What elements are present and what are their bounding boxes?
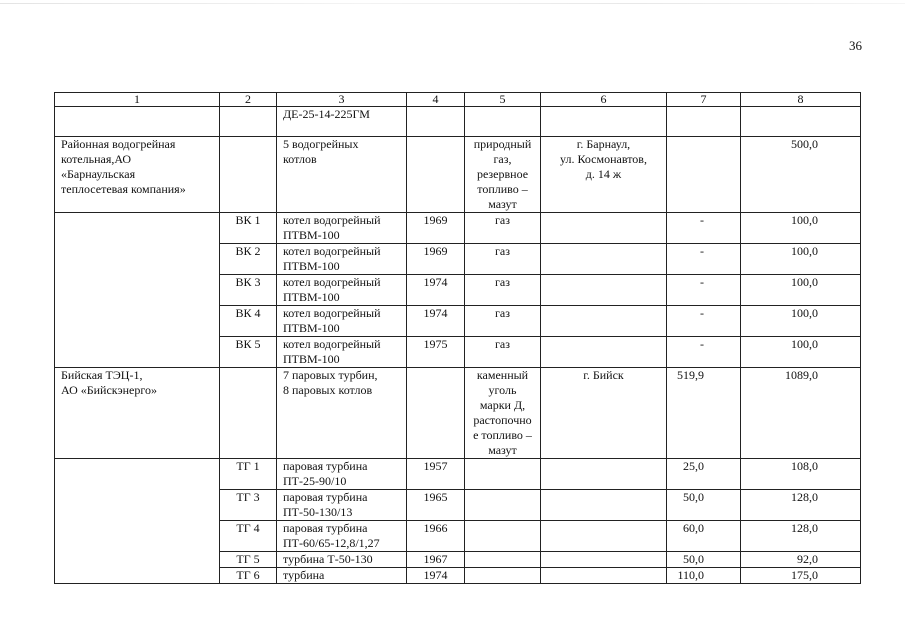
column-header-8: 8: [741, 93, 861, 107]
cell-line: 5 водогрейных: [283, 137, 359, 151]
cell-station-number: ВК 2: [220, 244, 277, 275]
cell-electric-capacity: 25,0: [667, 459, 741, 490]
cell-line: котел водогрейный: [283, 306, 381, 320]
cell-year: 1974: [407, 568, 465, 584]
cell-line: теплосетевая компания»: [61, 182, 186, 196]
cell-thermal-capacity: 92,0: [741, 552, 861, 568]
cell-location: [541, 552, 667, 568]
cell-station-number: ВК 1: [220, 213, 277, 244]
cell-line: газ: [495, 337, 510, 351]
cell-equipment: [277, 213, 407, 244]
cell-location: [541, 244, 667, 275]
cell-electric-capacity: 519,9: [667, 368, 741, 459]
cell-fuel: [465, 552, 541, 568]
cell-line: ул. Космонавтов,: [560, 152, 647, 166]
cell-line: газ: [495, 244, 510, 258]
cell-fuel: [465, 490, 541, 521]
cell-line: газ: [495, 275, 510, 289]
column-header-3: 3: [277, 93, 407, 107]
cell-station-number: ВК 5: [220, 337, 277, 368]
table-row: [55, 107, 861, 137]
column-header-7: 7: [667, 93, 741, 107]
cell-fuel: [465, 568, 541, 584]
cell-year: 1975: [407, 337, 465, 368]
table-row: [55, 368, 861, 459]
cell-year: 1967: [407, 552, 465, 568]
cell-electric-capacity: [667, 137, 741, 213]
cell-electric-capacity: 50,0: [667, 490, 741, 521]
cell-thermal-capacity: 128,0: [741, 521, 861, 552]
cell-thermal-capacity: 1089,0: [741, 368, 861, 459]
cell-equipment: [277, 368, 407, 459]
cell-location: [541, 137, 667, 213]
cell-line: Бийская ТЭЦ-1,: [61, 368, 143, 382]
cell-line: паровая турбина: [283, 521, 368, 535]
cell-location: [541, 521, 667, 552]
cell-line: природный: [473, 137, 532, 151]
cell-line: 8 паровых котлов: [283, 383, 373, 397]
cell-line: мазут: [488, 197, 517, 211]
cell-line: уголь: [488, 383, 517, 397]
cell-fuel: [465, 107, 541, 137]
cell-line: мазут: [488, 443, 517, 457]
cell-fuel: [465, 137, 541, 213]
cell-year: [407, 368, 465, 459]
cell-line: растопочно: [473, 413, 532, 427]
cell-line: Районная водогрейная: [61, 137, 176, 151]
cell-line: г. Барнаул,: [576, 137, 631, 151]
cell-equipment: [277, 107, 407, 137]
cell-equipment: [277, 521, 407, 552]
cell-thermal-capacity: 100,0: [741, 244, 861, 275]
cell-year: 1957: [407, 459, 465, 490]
cell-line: резервное: [476, 167, 529, 181]
cell-line: марки Д,: [479, 398, 526, 412]
cell-station-number: ТГ 6: [220, 568, 277, 584]
cell-thermal-capacity: 108,0: [741, 459, 861, 490]
cell-station-number: [220, 137, 277, 213]
cell-line: ДЕ-25-14-225ГМ: [283, 107, 370, 121]
cell-line: турбина Т-50-130: [283, 552, 373, 566]
cell-thermal-capacity: 175,0: [741, 568, 861, 584]
cell-fuel: [465, 244, 541, 275]
cell-electric-capacity: -: [667, 213, 741, 244]
cell-location: [541, 459, 667, 490]
page-number: 36: [849, 38, 862, 53]
cell-line: газ,: [493, 152, 512, 166]
cell-line: котел водогрейный: [283, 275, 381, 289]
cell-electric-capacity: [667, 107, 741, 137]
cell-line: котел водогрейный: [283, 337, 381, 351]
cell-year: 1974: [407, 275, 465, 306]
cell-location: [541, 568, 667, 584]
column-header-4: 4: [407, 93, 465, 107]
table-body: [55, 107, 861, 584]
cell-line: топливо –: [477, 182, 528, 196]
cell-line: ПТВМ-100: [283, 228, 340, 242]
cell-equipment: [277, 552, 407, 568]
cell-line: ПТВМ-100: [283, 290, 340, 304]
cell-station-number: ВК 3: [220, 275, 277, 306]
column-header-2: 2: [220, 93, 277, 107]
cell-thermal-capacity: 100,0: [741, 337, 861, 368]
cell-line: «Барнаульская: [61, 167, 136, 181]
cell-fuel: [465, 306, 541, 337]
cell-thermal-capacity: 100,0: [741, 213, 861, 244]
cell-location: [541, 368, 667, 459]
cell-organization: [55, 107, 220, 137]
cell-station-number: [220, 107, 277, 137]
cell-electric-capacity: 60,0: [667, 521, 741, 552]
cell-line: газ: [495, 213, 510, 227]
cell-thermal-capacity: 100,0: [741, 306, 861, 337]
cell-electric-capacity: -: [667, 306, 741, 337]
cell-electric-capacity: -: [667, 337, 741, 368]
cell-line: д. 14 ж: [585, 167, 622, 181]
cell-year: 1969: [407, 213, 465, 244]
cell-equipment: [277, 306, 407, 337]
cell-station-number: ТГ 3: [220, 490, 277, 521]
column-header-5: 5: [465, 93, 541, 107]
cell-line: ПТ-60/65-12,8/1,27: [283, 536, 380, 550]
cell-year: 1974: [407, 306, 465, 337]
equipment-table: [54, 92, 861, 584]
cell-station-number: [220, 368, 277, 459]
cell-line: котел водогрейный: [283, 213, 381, 227]
cell-year: 1965: [407, 490, 465, 521]
cell-line: ПТВМ-100: [283, 259, 340, 273]
cell-organization: [55, 368, 220, 459]
cell-line: котельная,АО: [61, 152, 132, 166]
cell-equipment: [277, 568, 407, 584]
table-row: [55, 137, 861, 213]
cell-station-number: ТГ 5: [220, 552, 277, 568]
cell-organization: [55, 213, 220, 368]
cell-location: [541, 337, 667, 368]
cell-fuel: [465, 459, 541, 490]
cell-station-number: ТГ 4: [220, 521, 277, 552]
cell-electric-capacity: 110,0: [667, 568, 741, 584]
cell-fuel: [465, 337, 541, 368]
scan-artifact-line: [0, 3, 905, 4]
cell-electric-capacity: -: [667, 275, 741, 306]
cell-thermal-capacity: 500,0: [741, 137, 861, 213]
cell-fuel: [465, 521, 541, 552]
cell-line: газ: [495, 306, 510, 320]
cell-line: ПТВМ-100: [283, 352, 340, 366]
cell-thermal-capacity: 128,0: [741, 490, 861, 521]
cell-equipment: [277, 490, 407, 521]
column-header-1: 1: [55, 93, 220, 107]
cell-organization: [55, 459, 220, 584]
cell-thermal-capacity: [741, 107, 861, 137]
cell-station-number: ТГ 1: [220, 459, 277, 490]
cell-year: 1969: [407, 244, 465, 275]
cell-line: турбина: [283, 568, 325, 582]
cell-year: 1966: [407, 521, 465, 552]
cell-line: г. Бийск: [583, 368, 624, 382]
cell-location: [541, 275, 667, 306]
cell-equipment: [277, 275, 407, 306]
cell-line: е топливо –: [473, 428, 532, 442]
cell-line: АО «Бийскэнерго»: [61, 383, 157, 397]
cell-line: ПТВМ-100: [283, 321, 340, 335]
cell-fuel: [465, 368, 541, 459]
cell-year: [407, 107, 465, 137]
cell-line: паровая турбина: [283, 490, 368, 504]
cell-line: 7 паровых турбин,: [283, 368, 378, 382]
cell-line: ПТ-25-90/10: [283, 474, 347, 488]
cell-equipment: [277, 459, 407, 490]
cell-line: котел водогрейный: [283, 244, 381, 258]
cell-equipment: [277, 337, 407, 368]
cell-fuel: [465, 275, 541, 306]
cell-year: [407, 137, 465, 213]
cell-location: [541, 213, 667, 244]
cell-line: паровая турбина: [283, 459, 368, 473]
cell-thermal-capacity: 100,0: [741, 275, 861, 306]
cell-location: [541, 107, 667, 137]
table-row: [55, 213, 861, 244]
table-row: [55, 459, 861, 490]
cell-equipment: [277, 137, 407, 213]
header-row: [55, 93, 861, 107]
cell-organization: [55, 137, 220, 213]
column-header-6: 6: [541, 93, 667, 107]
cell-equipment: [277, 244, 407, 275]
cell-electric-capacity: 50,0: [667, 552, 741, 568]
cell-location: [541, 490, 667, 521]
cell-fuel: [465, 213, 541, 244]
cell-line: каменный: [476, 368, 529, 382]
cell-line: ПТ-50-130/13: [283, 505, 353, 519]
cell-line: котлов: [283, 152, 317, 166]
cell-location: [541, 306, 667, 337]
cell-station-number: ВК 4: [220, 306, 277, 337]
cell-electric-capacity: -: [667, 244, 741, 275]
